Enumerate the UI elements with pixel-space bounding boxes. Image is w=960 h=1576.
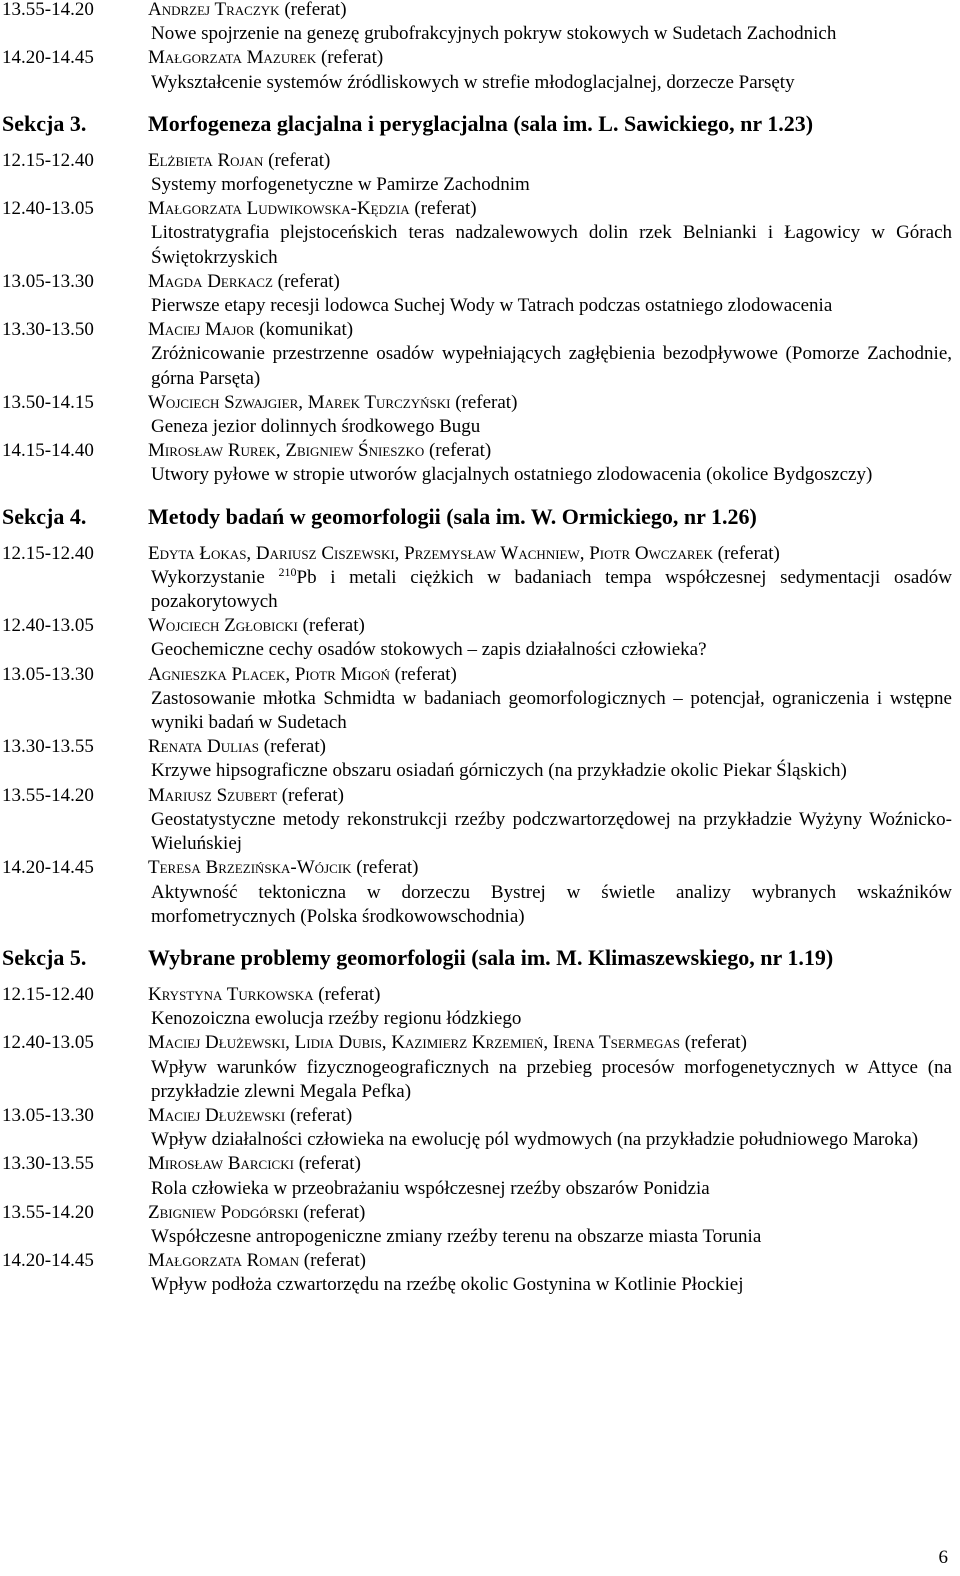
entry-authors-line xyxy=(148,197,952,221)
author-names: Renata Dulias xyxy=(148,736,259,758)
time-slot: 12.15-12.40 xyxy=(2,983,94,1005)
entry-authors-line xyxy=(148,46,952,70)
presentation-title xyxy=(151,566,952,614)
presentation-title: Kenozoiczna ewolucja rzeźby regionu łódzkiego xyxy=(151,1008,522,1030)
title-text-before: Wykorzystanie xyxy=(151,566,279,588)
section-label: Sekcja 3. xyxy=(2,110,87,136)
presentation-title: Krzywe hipsograficzne obszaru osiadań górniczych (na przykładzie okolic Piekar Śląskich) xyxy=(151,760,847,782)
programme-entry xyxy=(0,856,960,929)
presentation-title: Wpływ warunków fizycznogeograficznych na przebieg procesów morfogenetycznych w Attyce (na przykładzie zlewni Megala Pefka) xyxy=(151,1056,952,1102)
time-slot: 12.15-12.40 xyxy=(2,149,94,171)
time-slot: 13.30-13.50 xyxy=(2,319,94,341)
entry-authors-line xyxy=(148,1201,952,1225)
title-text-after: Pb i metali ciężkich w badaniach tempa współczesnej sedymentacji osadów pozakorytowych xyxy=(151,566,952,613)
entry-authors-line xyxy=(148,735,952,759)
presentation-title: Geochemiczne cechy osadów stokowych – zapis działalności człowieka? xyxy=(151,639,707,661)
time-slot: 13.55-14.20 xyxy=(2,0,94,20)
programme-entry xyxy=(0,983,960,1031)
author-names: Edyta Łokas, Dariusz Ciszewski, Przemysław Wachniew, Piotr Owczarek xyxy=(148,542,713,564)
section-heading xyxy=(0,504,960,530)
presentation-type: (referat) xyxy=(320,47,384,69)
time-slot: 12.40-13.05 xyxy=(2,1032,94,1054)
time-slot: 14.20-14.45 xyxy=(2,857,94,879)
programme-entry xyxy=(0,663,960,736)
author-names: Wojciech Szwajgier, Marek Turczyński xyxy=(148,391,451,413)
presentation-title: Nowe spojrzenie na genezę grubofrakcyjnych pokryw stokowych w Sudetach Zachodnich xyxy=(151,23,837,45)
programme-entry xyxy=(0,1201,960,1249)
author-names: Małgorzata Mazurek xyxy=(148,47,317,69)
programme-entry xyxy=(0,391,960,439)
presentation-type: (referat) xyxy=(414,198,477,220)
entry-authors-line xyxy=(148,318,952,342)
time-slot: 13.05-13.30 xyxy=(2,663,94,685)
author-names: Krystyna Turkowska xyxy=(148,983,314,1005)
presentation-type: (referat) xyxy=(302,615,365,637)
presentation-title: Rola człowieka w przeobrażaniu współczesnej rzeźby obszarów Ponidzia xyxy=(151,1177,710,1199)
author-names: Mariusz Szubert xyxy=(148,784,277,806)
programme-entry xyxy=(0,1249,960,1297)
programme-entry xyxy=(0,318,960,391)
presentation-type: (komunikat) xyxy=(259,319,354,341)
author-names: Maciej Dłużewski, Lidia Dubis, Kazimierz Krzemień, Irena Tsermegas xyxy=(148,1032,680,1054)
author-names: Małgorzata Ludwikowska-Kędzia xyxy=(148,198,410,220)
spacer xyxy=(0,137,960,149)
entry-authors-line xyxy=(148,983,952,1007)
presentation-type: (referat) xyxy=(268,149,331,171)
presentation-type: (referat) xyxy=(277,270,340,292)
presentation-type: (referat) xyxy=(263,736,326,758)
presentation-title: Zastosowanie młotka Schmidta w badaniach geomorfologicznych – potencjał, ograniczenia i wstępne wyniki badań w Sudetach xyxy=(151,687,952,734)
presentation-type: (referat) xyxy=(298,1153,361,1175)
presentation-type: (referat) xyxy=(428,440,492,462)
entry-authors-line xyxy=(148,0,952,22)
programme-entry xyxy=(0,149,960,197)
author-names: Mirosław Barcicki xyxy=(148,1153,294,1175)
presentation-type: (referat) xyxy=(281,784,344,806)
section-label: Sekcja 5. xyxy=(2,944,87,970)
programme-entry xyxy=(0,542,960,615)
programme-entry xyxy=(0,1031,960,1104)
author-names: Maciej Major xyxy=(148,319,255,341)
programme-entry xyxy=(0,270,960,318)
author-names: Mirosław Rurek, Zbigniew Śnieszko xyxy=(148,440,425,462)
author-names: Agnieszka Placek, Piotr Migoń xyxy=(148,663,390,685)
presentation-title: Wykształcenie systemów źródliskowych w strefie młodoglacjalnej, dorzecze Parsęty xyxy=(151,71,795,93)
presentation-type: (referat) xyxy=(717,542,780,564)
time-slot: 14.20-14.45 xyxy=(2,1250,94,1272)
time-slot: 12.15-12.40 xyxy=(2,542,94,564)
programme-entry xyxy=(0,197,960,270)
presentation-type: (referat) xyxy=(684,1032,747,1054)
presentation-title: Geneza jezior dolinnych środkowego Bugu xyxy=(151,416,481,438)
programme-entry xyxy=(0,784,960,857)
presentation-title: Pierwsze etapy recesji lodowca Suchej Wody w Tatrach podczas ostatniego zlodowacenia xyxy=(151,295,833,317)
entry-authors-line xyxy=(148,391,952,415)
section-heading xyxy=(0,111,960,137)
presentation-title: Wpływ podłoża czwartorzędu na rzeźbę okolic Gostynina w Kotlinie Płockiej xyxy=(151,1274,744,1296)
entry-authors-line xyxy=(148,1152,952,1176)
programme-entry xyxy=(0,1152,960,1200)
entry-authors-line xyxy=(148,663,952,687)
presentation-title: Aktywność tektoniczna w dorzeczu Bystrej w świetle analizy wybranych wskaźników morfometrycznych (Polska środkowowschodnia) xyxy=(151,881,952,927)
presentation-title: Wpływ działalności człowieka na ewolucję pól wydmowych (na przykładzie południowego Maroka) xyxy=(151,1129,919,1151)
spacer xyxy=(0,488,960,504)
spacer xyxy=(0,929,960,945)
author-names: Maciej Dłużewski xyxy=(148,1104,286,1126)
entry-authors-line xyxy=(148,856,952,880)
presentation-type: (referat) xyxy=(284,0,347,20)
time-slot: 12.40-13.05 xyxy=(2,198,94,220)
isotope-superscript: 210 xyxy=(278,564,297,579)
programme-entry xyxy=(0,614,960,662)
author-names: Andrzej Traczyk xyxy=(148,0,280,20)
programme-entry xyxy=(0,735,960,783)
programme-entry xyxy=(0,46,960,94)
entry-authors-line xyxy=(148,614,952,638)
author-names: Wojciech Zgłobicki xyxy=(148,615,298,637)
author-names: Małgorzata Roman xyxy=(148,1250,299,1272)
author-names: Teresa Brzezińska-Wójcik xyxy=(148,857,352,879)
author-names: Zbigniew Podgórski xyxy=(148,1201,299,1223)
spacer xyxy=(0,530,960,542)
time-slot: 13.05-13.30 xyxy=(2,270,94,292)
presentation-title: Geostatystyczne metody rekonstrukcji rzeźby podczwartorzędowej na przykładzie Wyżyny Woźnicko-Wieluńskiej xyxy=(151,808,952,855)
programme-entry xyxy=(0,1104,960,1152)
entry-authors-line xyxy=(148,542,952,566)
presentation-type: (referat) xyxy=(318,983,381,1005)
time-slot: 14.20-14.45 xyxy=(2,47,94,69)
presentation-title: Współczesne antropogeniczne zmiany rzeźby terenu na obszarze miasta Torunia xyxy=(151,1225,762,1247)
time-slot: 12.40-13.05 xyxy=(2,615,94,637)
presentation-type: (referat) xyxy=(394,663,457,685)
entry-authors-line xyxy=(148,439,952,463)
section-name: Morfogeneza glacjalna i peryglacjalna (sala im. L. Sawickiego, nr 1.23) xyxy=(148,110,814,136)
section-name: Wybrane problemy geomorfologii (sala im. M. Klimaszewskiego, nr 1.19) xyxy=(148,944,834,970)
section-label: Sekcja 4. xyxy=(2,503,87,529)
time-slot: 13.55-14.20 xyxy=(2,784,94,806)
time-slot: 13.55-14.20 xyxy=(2,1201,94,1223)
entry-authors-line xyxy=(148,149,952,173)
spacer xyxy=(0,971,960,983)
time-slot: 13.05-13.30 xyxy=(2,1104,94,1126)
presentation-type: (referat) xyxy=(303,1201,366,1223)
time-slot: 13.30-13.55 xyxy=(2,736,94,758)
section-name: Metody badań w geomorfologii (sala im. W. Ormickiego, nr 1.26) xyxy=(148,503,757,529)
presentation-type: (referat) xyxy=(303,1250,366,1272)
author-names: Magda Derkacz xyxy=(148,270,273,292)
presentation-title: Systemy morfogenetyczne w Pamirze Zachodnim xyxy=(151,174,530,196)
time-slot: 13.50-14.15 xyxy=(2,391,94,413)
time-slot: 13.30-13.55 xyxy=(2,1153,94,1175)
programme-entry xyxy=(0,0,960,46)
presentation-title: Litostratygrafia plejstoceńskich teras nadzalewowych dolin rzek Belnianki i Łagowicy w Górach Świętokrzyskich xyxy=(151,222,952,268)
presentation-title: Zróżnicowanie przestrzenne osadów wypełniających zagłębienia bezodpływowe (Pomorze Zachodnie, górna Parsęta) xyxy=(151,343,952,389)
presentation-type: (referat) xyxy=(356,857,419,879)
section-heading xyxy=(0,945,960,971)
entry-authors-line xyxy=(148,1104,952,1128)
entry-authors-line xyxy=(148,270,952,294)
entry-authors-line xyxy=(148,784,952,808)
author-names: Elżbieta Rojan xyxy=(148,149,264,171)
entry-authors-line xyxy=(148,1031,952,1055)
time-slot: 14.15-14.40 xyxy=(2,440,94,462)
entry-authors-line xyxy=(148,1249,952,1273)
presentation-title: Utwory pyłowe w stropie utworów glacjalnych ostatniego zlodowacenia (okolice Bydgoszczy) xyxy=(151,464,873,486)
presentation-type: (referat) xyxy=(289,1104,353,1126)
programme-entry xyxy=(0,439,960,487)
presentation-type: (referat) xyxy=(455,391,518,413)
page-number: 6 xyxy=(938,1546,948,1568)
spacer xyxy=(0,95,960,111)
